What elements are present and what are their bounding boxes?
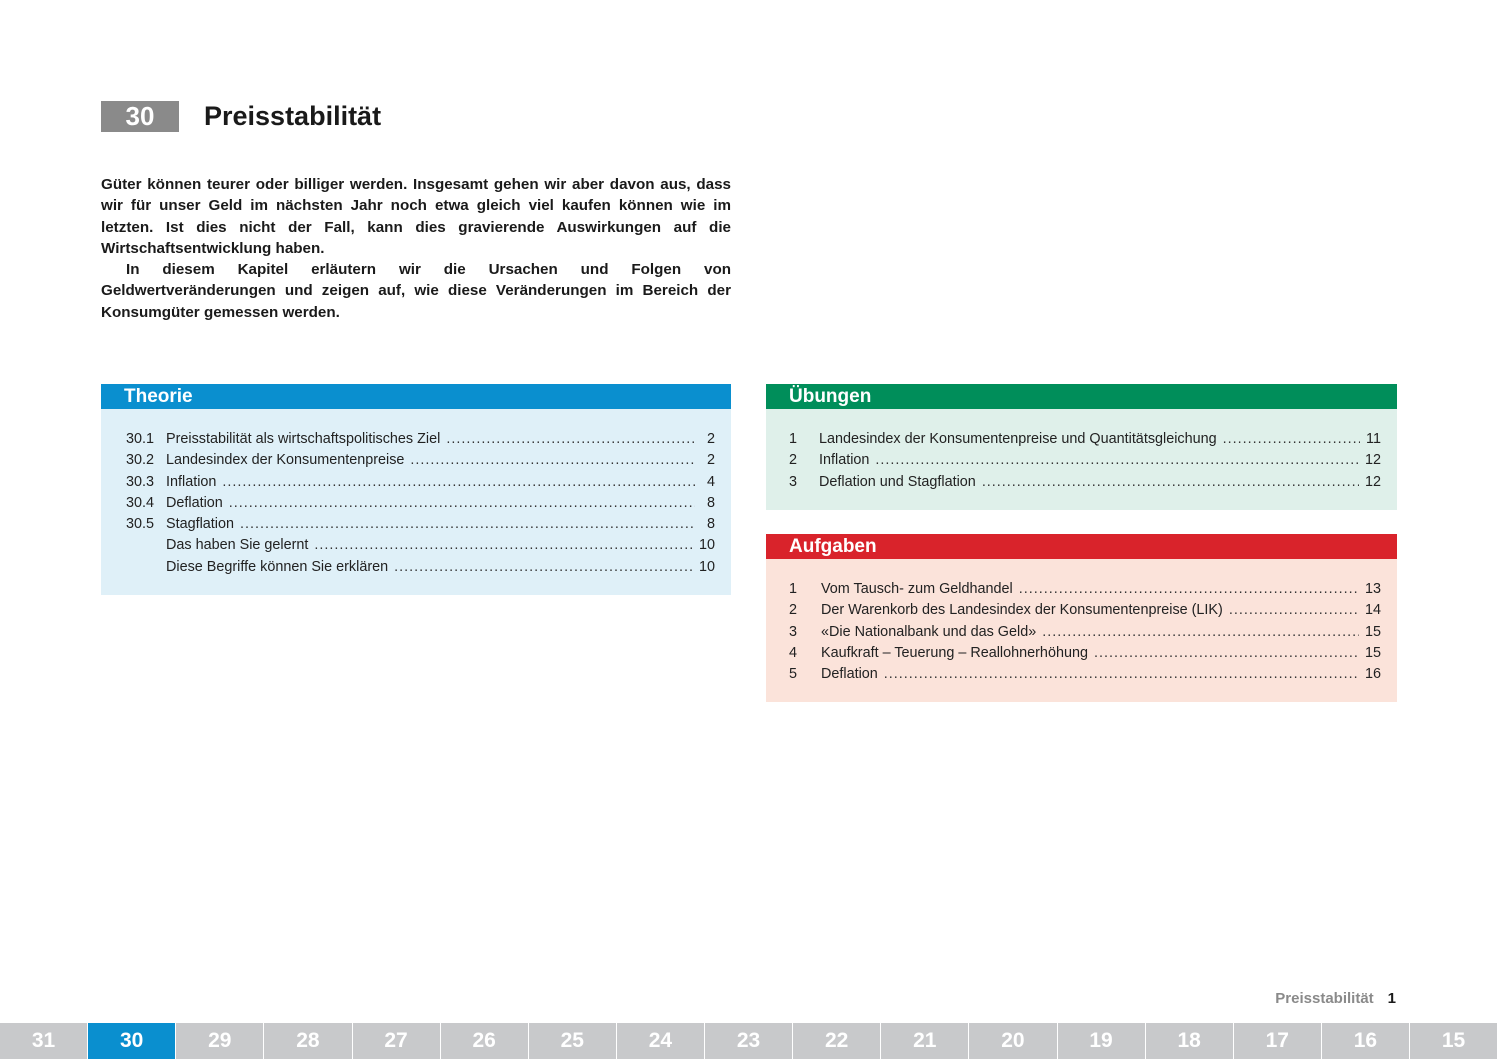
toc-entry[interactable] [126,535,715,556]
toc-entry[interactable] [789,579,1381,600]
chapter-tab-17[interactable]: 17 [1234,1023,1322,1059]
toc-entry[interactable] [126,493,715,514]
toc-entry-number: 30.1 [126,431,155,447]
toc-leader-dots [1094,643,1359,664]
toc-entry-page: 11 [1366,431,1381,447]
toc-leader-dots [1019,579,1359,600]
toc-entry-number: 30.2 [126,452,155,469]
toc-entry[interactable] [126,472,715,493]
chapter-tab-21[interactable]: 21 [881,1023,969,1059]
toc-entry-page: 2 [706,452,715,469]
theorie-toc-box [101,384,731,595]
toc-entry-label: Stagflation [166,516,235,533]
toc-entry-page: 2 [706,431,715,447]
chapter-tab-24[interactable]: 24 [617,1023,705,1059]
toc-entry[interactable] [126,429,715,450]
toc-entry-number: 30.3 [126,473,155,490]
intro-paragraph-2: In diesem Kapitel erläutern wir die Ursachen und Folgen von Geldwertveränderungen und zeigen auf, wie diese Veränderungen im Bereich der Konsumgüter gemessen werden. [101,261,731,321]
chapter-tab-30[interactable]: 30 [88,1023,176,1059]
chapter-number-badge: 30 [101,101,179,132]
toc-leader-dots [982,472,1359,493]
toc-entry-number: 30.5 [126,516,155,533]
aufgaben-heading: Aufgaben [766,534,1397,559]
toc-entry[interactable] [789,600,1381,621]
toc-leader-dots [1223,429,1360,450]
intro-paragraph-1: Güter können teurer oder billiger werden. Insgesamt gehen wir aber davon aus, dass wir für unser Geld im nächsten Jahr noch etwa gleich viel kaufen können wie im letzten. Ist dies nicht der Fall, kann dies gravierende Auswirkungen auf die Wirtschaftsentwicklung haben. [101,176,731,257]
chapter-tab-27[interactable]: 27 [353,1023,441,1059]
aufgaben-list [766,559,1397,702]
toc-entry-page: 15 [1364,623,1381,640]
toc-leader-dots [1042,622,1359,643]
toc-entry[interactable] [789,622,1381,643]
toc-entry-page: 4 [706,473,715,490]
toc-entry-label: Preisstabilität als wirtschaftspolitisches Ziel [166,431,441,447]
toc-entry-page: 12 [1364,473,1381,490]
toc-entry-number: 5 [789,666,798,683]
toc-entry-page: 14 [1364,602,1381,619]
toc-entry-number: 2 [789,602,798,619]
toc-entry-page: 13 [1364,581,1381,597]
toc-entry[interactable] [789,429,1381,450]
toc-leader-dots [229,493,695,514]
toc-leader-dots [240,514,695,535]
toc-leader-dots [222,472,695,493]
intro-text [101,174,731,323]
toc-leader-dots [394,557,693,578]
toc-entry-label: Landesindex der Konsumentenpreise [166,452,405,469]
toc-entry[interactable] [789,643,1381,664]
chapter-tab-29[interactable]: 29 [176,1023,264,1059]
toc-entry[interactable] [789,472,1381,493]
chapter-tab-bar [0,1023,1497,1059]
toc-entry[interactable] [126,514,715,535]
toc-entry[interactable] [789,664,1381,685]
toc-entry-label: Deflation und Stagflation [819,473,976,490]
chapter-tab-26[interactable]: 26 [441,1023,529,1059]
footer-chapter-title: Preisstabilität [1275,990,1374,1007]
toc-entry-label: Deflation [166,494,223,511]
running-footer [1275,990,1396,1007]
chapter-tab-18[interactable]: 18 [1146,1023,1234,1059]
chapter-tab-22[interactable]: 22 [793,1023,881,1059]
toc-entry-page: 10 [698,537,715,554]
aufgaben-toc-box [766,534,1397,702]
toc-entry-number [126,535,166,556]
toc-entry-label: Landesindex der Konsumentenpreise und Quantitätsgleichung [819,431,1217,447]
toc-entry-label: «Die Nationalbank und das Geld» [821,623,1037,640]
chapter-tab-19[interactable]: 19 [1058,1023,1146,1059]
chapter-tab-15[interactable]: 15 [1410,1023,1497,1059]
toc-entry-number: 30.4 [126,494,155,511]
toc-leader-dots [875,450,1359,471]
chapter-tab-31[interactable]: 31 [0,1023,88,1059]
toc-entry[interactable] [789,450,1381,471]
chapter-tab-20[interactable]: 20 [969,1023,1057,1059]
page-number: 1 [1387,990,1396,1007]
toc-entry-page: 16 [1364,666,1381,683]
toc-entry-number: 4 [789,644,798,661]
toc-entry-number: 3 [789,473,798,490]
theorie-heading: Theorie [101,384,731,409]
toc-entry-page: 10 [698,558,715,575]
toc-leader-dots [1229,600,1359,621]
chapter-tab-28[interactable]: 28 [264,1023,352,1059]
toc-entry-number: 3 [789,623,798,640]
toc-entry-label: Der Warenkorb des Landesindex der Konsumentenpreise (LIK) [821,602,1223,619]
toc-entry-label: Vom Tausch- zum Geldhandel [821,581,1013,597]
toc-entry-label: Deflation [821,666,878,683]
toc-entry-page: 12 [1364,452,1381,469]
toc-leader-dots [410,450,695,471]
toc-entry-number: 1 [789,581,798,597]
chapter-header [101,101,381,132]
toc-entry-number [126,557,166,578]
toc-entry-number: 2 [789,452,798,469]
toc-entry-number: 1 [789,431,798,447]
chapter-tab-25[interactable]: 25 [529,1023,617,1059]
toc-leader-dots [314,535,693,556]
toc-entry[interactable] [126,557,715,578]
chapter-tab-16[interactable]: 16 [1322,1023,1410,1059]
uebungen-list [766,409,1397,510]
toc-entry-label: Kaufkraft – Teuerung – Reallohnerhöhung [821,644,1088,661]
toc-entry-label: Inflation [819,452,870,469]
uebungen-heading: Übungen [766,384,1397,409]
chapter-tab-23[interactable]: 23 [705,1023,793,1059]
toc-entry-page: 15 [1364,644,1381,661]
toc-entry-page: 8 [706,494,715,511]
uebungen-toc-box [766,384,1397,510]
toc-entry-page: 8 [706,516,715,533]
theorie-list [101,409,731,595]
toc-entry[interactable] [126,450,715,471]
page-title: Preisstabilität [204,101,382,131]
toc-entry-label: Diese Begriffe können Sie erklären [166,558,389,575]
toc-leader-dots [446,429,695,450]
toc-leader-dots [884,664,1359,685]
toc-entry-label: Das haben Sie gelernt [166,537,309,554]
toc-entry-label: Inflation [166,473,217,490]
